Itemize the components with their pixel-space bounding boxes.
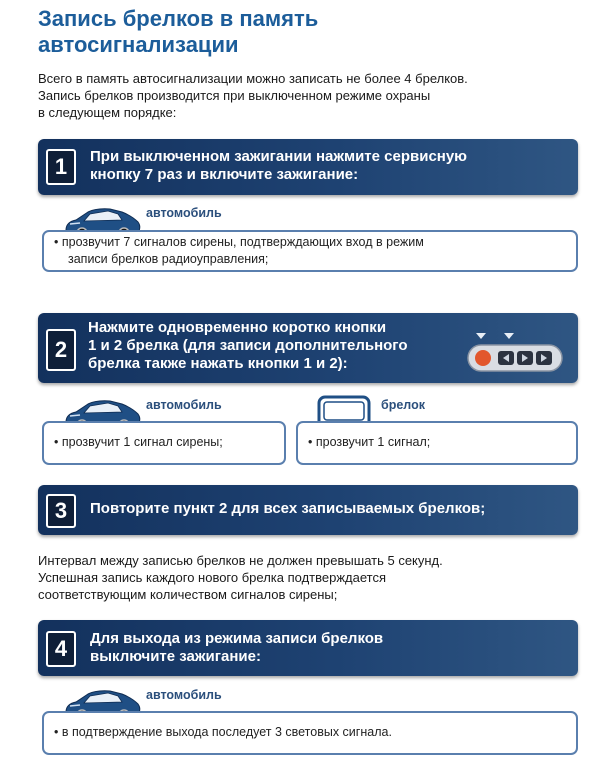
title-line-1: Запись брелков в память xyxy=(38,6,319,31)
step-2-car-label: автомобиль xyxy=(146,398,222,412)
step-2-fob-label: брелок xyxy=(381,398,425,412)
step-4-note-text: • в подтверждение выхода последует 3 световых сигнала. xyxy=(54,725,392,739)
step-3-text: Повторите пункт 2 для всех записываемых брелков; xyxy=(90,500,486,517)
step-1-line-2: кнопку 7 раз и включите зажигание: xyxy=(90,166,359,183)
step-4-line-1: Для выхода из режима записи брелков xyxy=(90,630,384,647)
step-1-line-1: При выключенном зажигании нажмите сервисную xyxy=(90,148,467,165)
intro-paragraph xyxy=(38,70,468,121)
step-4-number: 4 xyxy=(46,631,76,667)
step-3-banner xyxy=(38,485,578,535)
interval-paragraph xyxy=(38,552,443,603)
step-1-note-line-1: • прозвучит 7 сигналов сирены, подтверждающих вход в режим xyxy=(54,235,424,249)
step-1-number: 1 xyxy=(46,149,76,185)
step-2-number: 2 xyxy=(46,329,76,371)
step-4-banner xyxy=(38,620,578,676)
intro-line-3: в следующем порядке: xyxy=(38,105,177,120)
step-2-text xyxy=(88,319,408,373)
step-2-banner xyxy=(38,313,578,383)
step-2-fob-note-text: • прозвучит 1 сигнал; xyxy=(308,435,431,449)
title-line-2: автосигнализации xyxy=(38,32,239,57)
step-4-text xyxy=(90,630,383,666)
step-4-car-label: автомобиль xyxy=(146,688,222,702)
step-1-car-note xyxy=(42,230,578,272)
step-1-car-label: автомобиль xyxy=(146,206,222,220)
intro-line-1: Всего в память автосигнализации можно записать не более 4 брелков. xyxy=(38,71,468,86)
interval-line-2: Успешная запись каждого нового брелка подтверждается xyxy=(38,570,387,585)
step-1-banner xyxy=(38,139,578,195)
keyfob-buttons-icon xyxy=(466,331,566,375)
step-1-note-line-2: записи брелков радиоуправления; xyxy=(68,252,269,266)
intro-line-2: Запись брелков производится при выключенном режиме охраны xyxy=(38,88,431,103)
page-title xyxy=(38,6,558,58)
step-2-line-2: 1 и 2 брелка (для записи дополнительного xyxy=(88,337,408,354)
step-2-car-note-text: • прозвучит 1 сигнал сирены; xyxy=(54,435,223,449)
interval-line-1: Интервал между записью брелков не должен превышать 5 секунд. xyxy=(38,553,443,568)
step-4-line-2: выключите зажигание: xyxy=(90,648,261,665)
step-4-car-note xyxy=(42,711,578,755)
interval-line-3: соответствующим количеством сигналов сирены; xyxy=(38,587,338,602)
step-2-line-3: брелка также нажать кнопки 1 и 2): xyxy=(88,355,348,372)
step-3-number: 3 xyxy=(46,494,76,528)
step-1-text xyxy=(90,148,467,184)
step-2-line-1: Нажмите одновременно коротко кнопки xyxy=(88,319,387,336)
step-2-fob-note xyxy=(296,421,578,465)
step-2-car-note xyxy=(42,421,286,465)
